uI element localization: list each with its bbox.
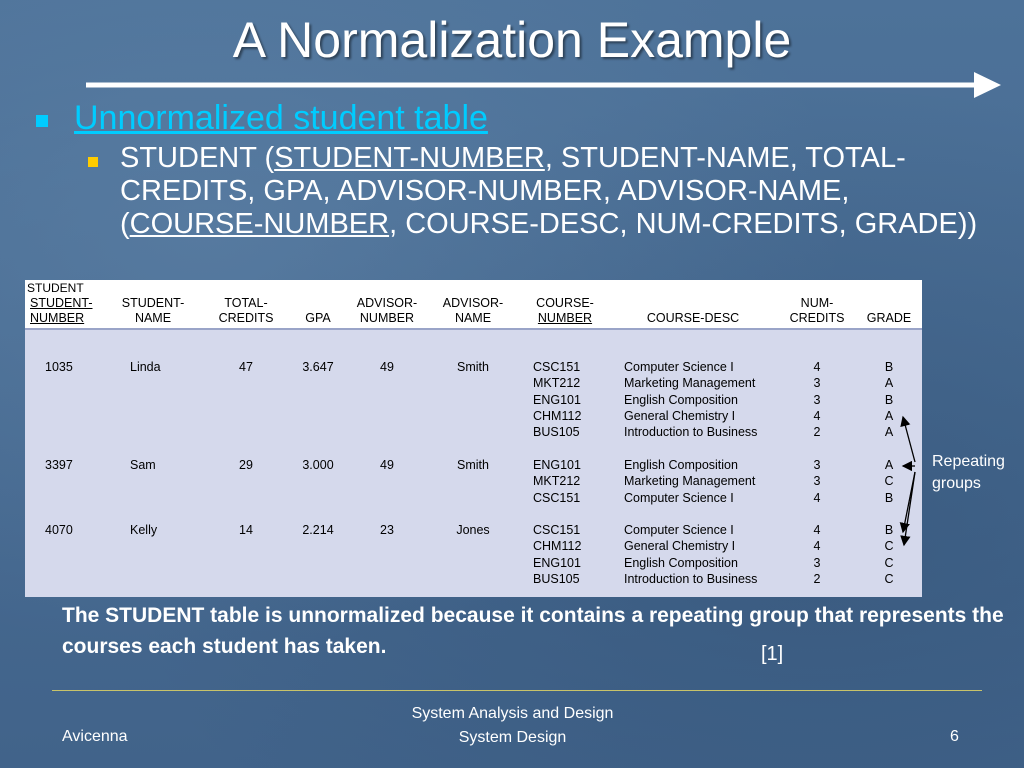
student-table: [25, 280, 922, 597]
cell-num-credits: 3: [813, 392, 821, 407]
cell-gpa: 3.647: [302, 360, 334, 374]
table-caption: [25, 280, 922, 296]
cell-course-number: CHM112: [533, 539, 582, 554]
cell-student-name: Sam: [130, 458, 156, 472]
square-bullet-icon: [88, 157, 98, 167]
cell-course-number: MKT212: [533, 376, 581, 391]
schema-key-student-number: STUDENT-NUMBER: [274, 142, 545, 174]
cell-course-desc: Introduction to Business: [624, 571, 758, 586]
cell-num-credits: 3: [813, 458, 821, 472]
cell-total-credits: 47: [239, 360, 253, 374]
cell-advisor-name: Smith: [457, 458, 489, 472]
cell-grade: B: [884, 360, 894, 374]
header-student-number: STUDENT- NUMBER: [30, 296, 93, 325]
bullet-link-unnormalized-table[interactable]: Unnormalized student table: [74, 99, 488, 137]
cell-course-number: BUS105: [533, 425, 580, 440]
cell-grade: A: [884, 458, 894, 472]
relation-schema: [120, 142, 1000, 241]
cell-student-name: Linda: [130, 360, 161, 374]
cell-total-credits: 29: [239, 458, 253, 472]
cell-course-desc: Marketing Management: [624, 474, 756, 489]
header-num-credits: NUM- CREDITS: [789, 296, 845, 325]
cell-num-credits: 4: [813, 408, 821, 423]
cell-course-number: CSC151: [533, 490, 581, 505]
cell-course-number: MKT212: [533, 474, 581, 489]
reference-citation[interactable]: [1]: [761, 643, 784, 665]
cell-num-credits: 4: [813, 360, 821, 374]
cell-course-desc: English Composition: [624, 555, 738, 570]
cell-student-number: 3397: [45, 458, 73, 472]
cell-grade: A: [884, 408, 894, 423]
cell-course-desc: Computer Science I: [624, 360, 734, 374]
cell-student-name: Kelly: [130, 523, 158, 537]
cell-total-credits: 14: [239, 523, 253, 537]
header-student-name: STUDENT- NAME: [121, 296, 185, 325]
cell-grade: C: [884, 539, 894, 554]
cell-course-desc: Computer Science I: [624, 523, 734, 537]
cell-grade: A: [884, 376, 894, 391]
header-course-desc: COURSE-DESC: [646, 311, 740, 325]
page-number: 6: [950, 728, 959, 745]
title-underline-arrow-icon: [86, 72, 1006, 98]
cell-grade: B: [884, 392, 894, 407]
cell-student-number: 4070: [45, 523, 73, 537]
cell-course-number: BUS105: [533, 571, 580, 586]
cell-advisor-number: 23: [380, 523, 394, 537]
header-grade: GRADE: [866, 311, 912, 325]
cell-grade: C: [884, 474, 894, 489]
cell-course-number: ENG101: [533, 458, 581, 472]
cell-grade: B: [884, 523, 894, 537]
header-advisor-number: ADVISOR- NUMBER: [356, 296, 418, 325]
cell-advisor-name: Smith: [457, 360, 489, 374]
square-bullet-icon: [36, 115, 48, 127]
schema-mid: , STUDENT-NAME, TOTAL-CREDITS, GPA, ADVISOR-NUMBER, ADVISOR-NAME, (: [120, 142, 906, 240]
cell-num-credits: 2: [813, 571, 821, 586]
cell-advisor-number: 49: [380, 360, 394, 374]
slide-title: A Normalization Example: [232, 12, 792, 68]
schema-key-course-number: COURSE-NUMBER: [129, 208, 390, 240]
schema-prefix: STUDENT (: [120, 142, 275, 174]
repeating-groups-label: Repeating groups: [932, 453, 1005, 492]
footer-divider: [52, 690, 982, 691]
cell-course-number: ENG101: [533, 555, 581, 570]
cell-course-number: CSC151: [533, 523, 581, 537]
cell-grade: B: [884, 490, 894, 505]
footer-center: System Analysis and Design System Design: [411, 705, 614, 746]
cell-num-credits: 3: [813, 376, 821, 391]
table-header-row: [25, 296, 922, 330]
header-course-number: COURSE- NUMBER: [536, 296, 594, 325]
header-advisor-name: ADVISOR- NAME: [442, 296, 504, 325]
cell-advisor-number: 49: [380, 458, 394, 472]
slide-caption: The STUDENT table is unnormalized because it contains a repeating group that represents the courses each student has taken.: [62, 604, 1004, 658]
cell-course-desc: Marketing Management: [624, 376, 756, 391]
header-total-credits: TOTAL- CREDITS: [218, 296, 274, 325]
schema-suffix: , COURSE-DESC, NUM-CREDITS, GRADE)): [389, 208, 978, 240]
cell-course-number: ENG101: [533, 392, 581, 407]
cell-grade: A: [884, 425, 894, 440]
cell-course-desc: Computer Science I: [624, 490, 734, 505]
cell-course-desc: Introduction to Business: [624, 425, 758, 440]
cell-gpa: 2.214: [302, 523, 334, 537]
cell-num-credits: 4: [813, 523, 821, 537]
cell-course-number: CSC151: [533, 360, 581, 374]
cell-num-credits: 3: [813, 555, 821, 570]
header-gpa: GPA: [305, 311, 331, 325]
cell-grade: C: [884, 571, 894, 586]
cell-course-number: CHM112: [533, 408, 582, 423]
cell-num-credits: 3: [813, 474, 821, 489]
cell-student-number: 1035: [45, 360, 73, 374]
table-name: STUDENT: [27, 281, 84, 295]
cell-course-desc: English Composition: [624, 458, 738, 472]
footer-left: Avicenna: [62, 728, 128, 745]
cell-course-desc: General Chemistry I: [624, 539, 736, 554]
cell-gpa: 3.000: [302, 458, 334, 472]
cell-num-credits: 4: [813, 490, 821, 505]
cell-advisor-name: Jones: [456, 523, 490, 537]
cell-course-desc: General Chemistry I: [624, 408, 736, 423]
cell-course-desc: English Composition: [624, 392, 738, 407]
cell-grade: C: [884, 555, 894, 570]
cell-num-credits: 4: [813, 539, 821, 554]
cell-num-credits: 2: [813, 425, 821, 440]
